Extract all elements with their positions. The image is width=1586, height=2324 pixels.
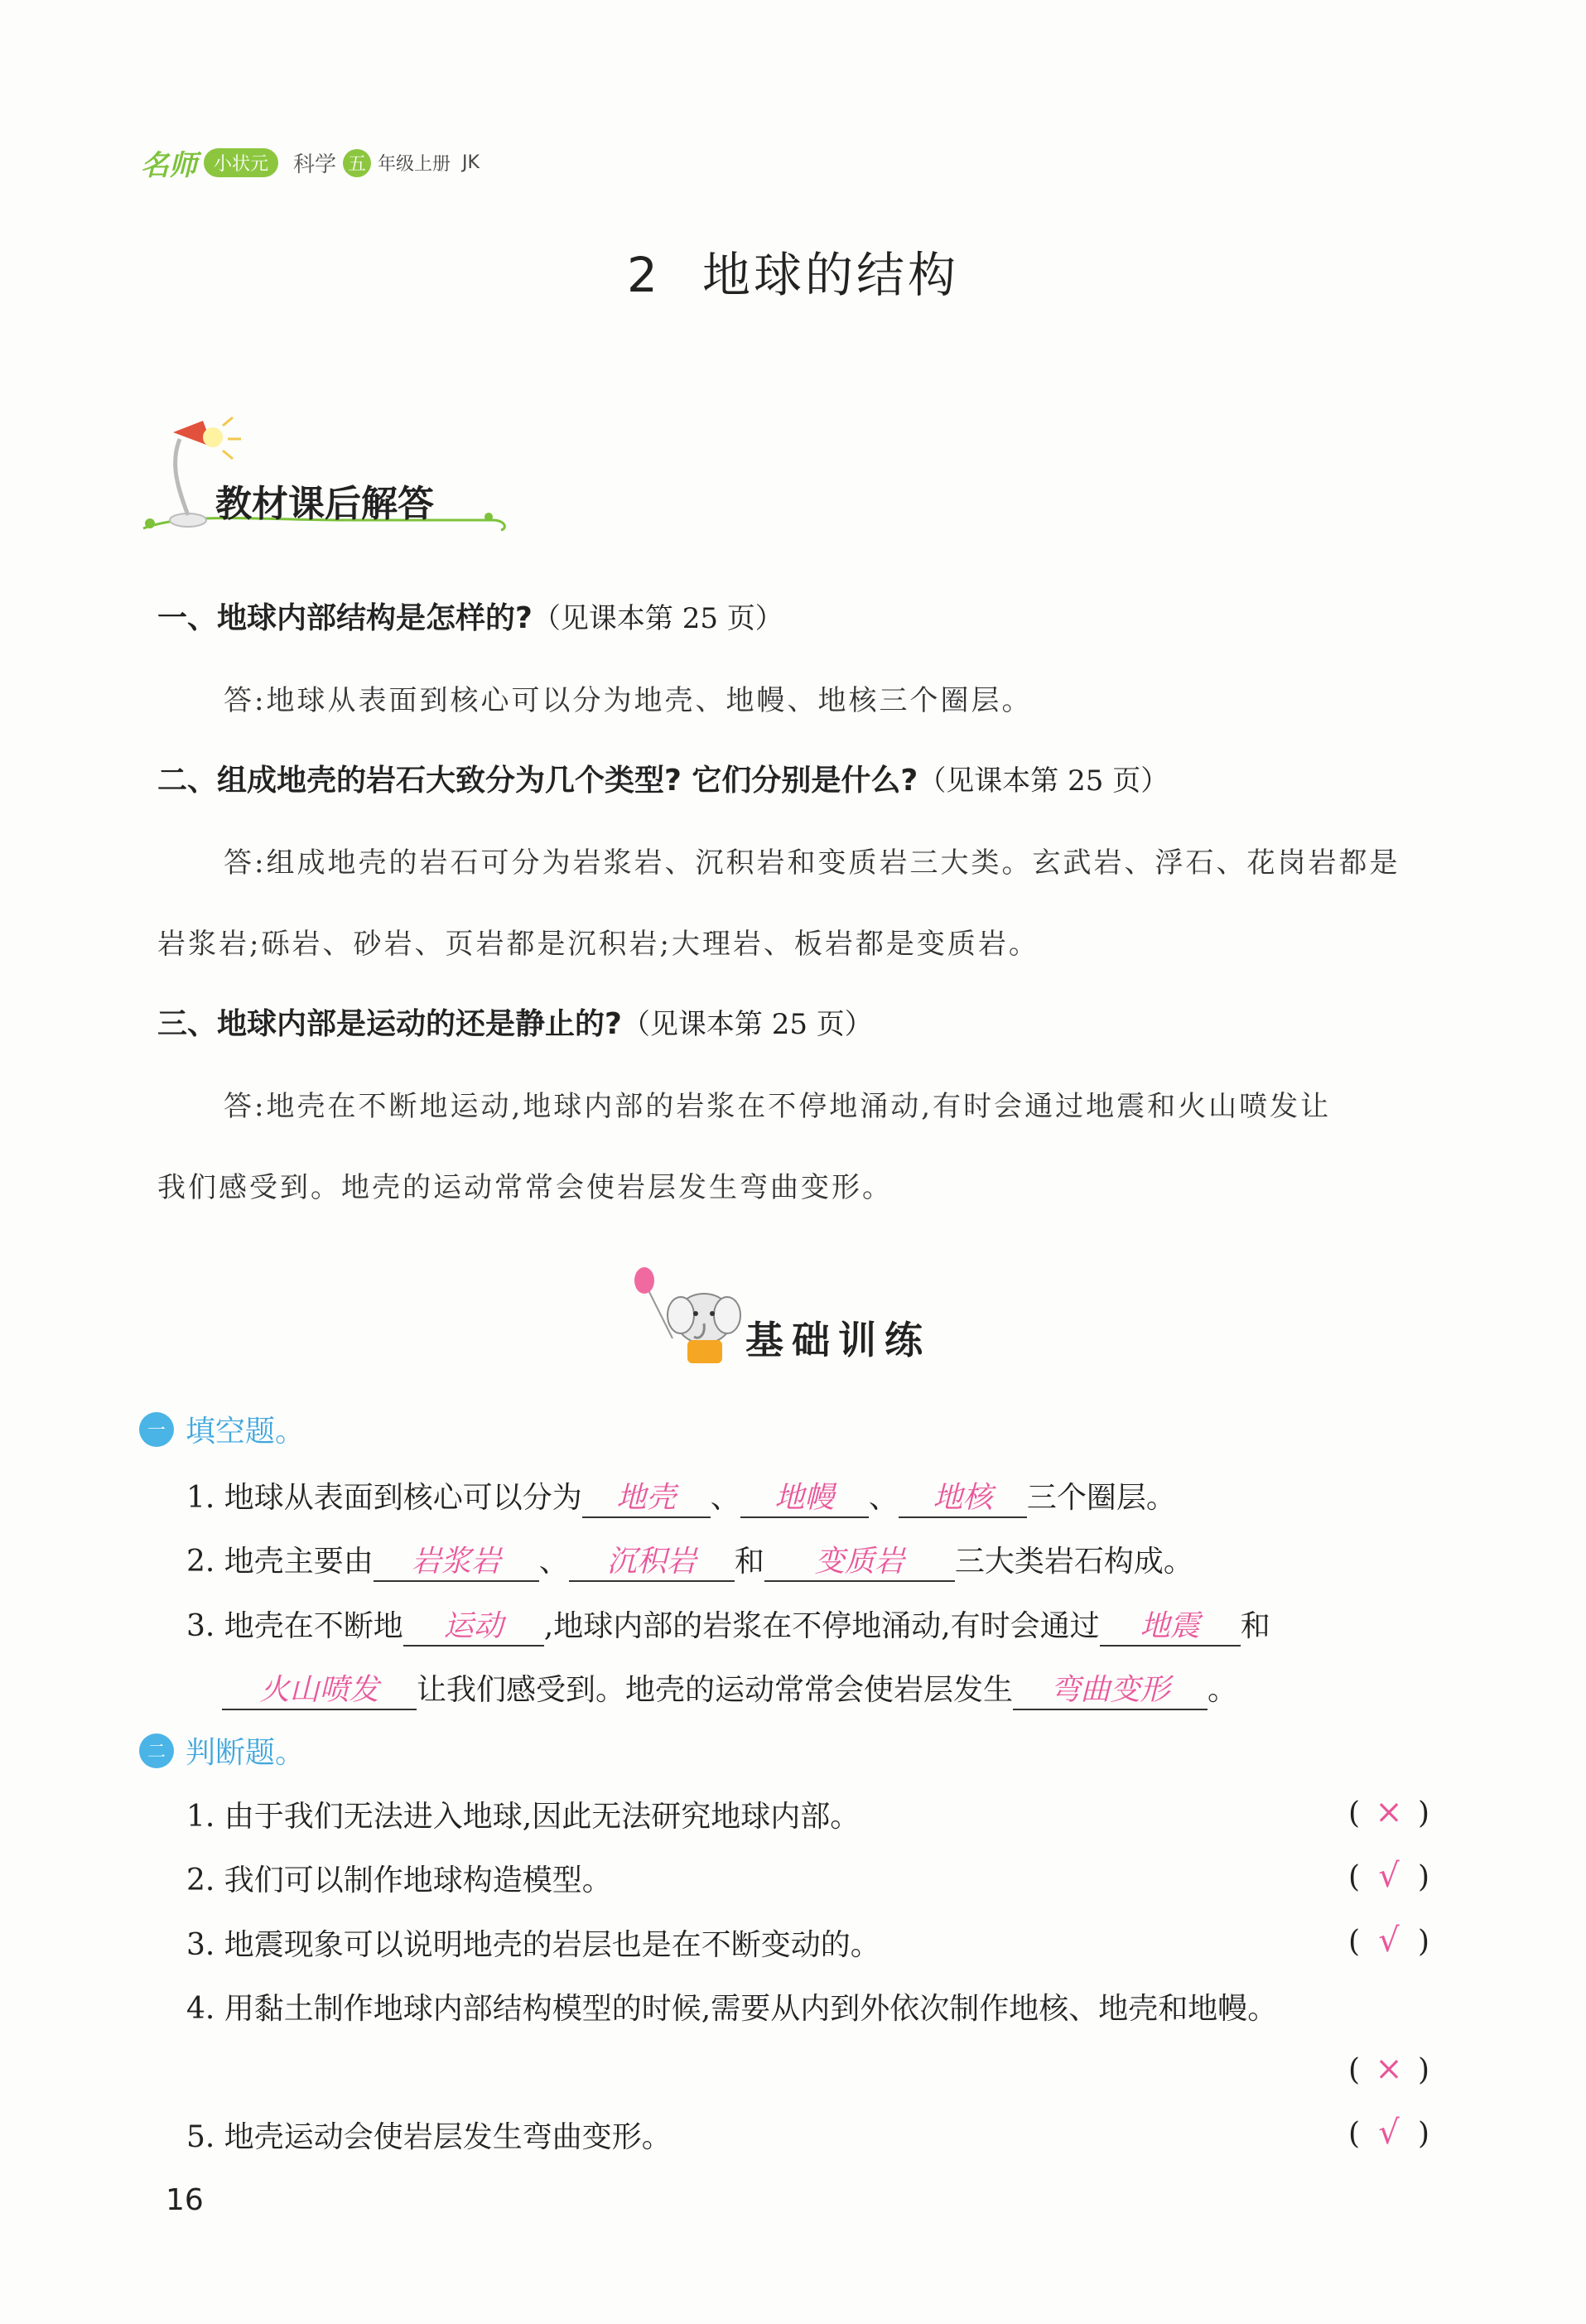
- judge-item-2: 2. 我们可以制作地球构造模型。: [186, 1864, 612, 1897]
- section-label: 教材课后解答: [215, 483, 434, 525]
- answer-blank[interactable]: 地核: [899, 1480, 1027, 1518]
- answer-blank[interactable]: 火山喷发: [222, 1672, 417, 1710]
- page-reference: （见课本第 25 页）: [918, 764, 1169, 798]
- item-text: 3. 地壳在不断地: [186, 1609, 403, 1643]
- answer-line: 答:组成地壳的岩石可分为岩浆岩、沉积岩和变质岩三大类。玄武岩、浮石、花岗岩都是: [224, 846, 1400, 880]
- answer-line: 岩浆岩;砾岩、砂岩、页岩都是沉积岩;大理岩、板岩都是变质岩。: [157, 928, 1039, 961]
- answer-blank[interactable]: 弯曲变形: [1013, 1672, 1208, 1710]
- answer-blank[interactable]: 地震: [1100, 1608, 1241, 1647]
- fill-item-2: [186, 1538, 1193, 1582]
- question-3: [157, 1000, 873, 1043]
- part-number-badge: 二: [139, 1733, 174, 1768]
- series-badge: 小状元: [204, 148, 278, 177]
- page-number: 16: [166, 2183, 204, 2217]
- question-text: 二、组成地壳的岩石大致分为几个类型? 它们分别是什么?: [157, 764, 918, 798]
- item-text: ,地球内部的岩浆在不停地涌动,有时会通过: [543, 1609, 1100, 1643]
- page-reference: （见课本第 25 页）: [532, 602, 783, 635]
- subject-label: 科学: [293, 152, 337, 177]
- question-1: [157, 595, 783, 637]
- separator: 、: [868, 1481, 899, 1515]
- cross-mark-icon: ×: [1375, 2050, 1403, 2088]
- lesson-title: [0, 236, 1586, 306]
- lesson-number: 2: [627, 247, 661, 303]
- page-reference: （见课本第 25 页）: [621, 1008, 873, 1041]
- separator: 、: [538, 1545, 569, 1579]
- question-2: [157, 757, 1169, 799]
- answer-blank[interactable]: 变质岩: [764, 1544, 955, 1582]
- judge-item-5: 5. 地壳运动会使岩层发生弯曲变形。: [186, 2120, 672, 2154]
- part-label: 判断题。: [186, 1736, 306, 1770]
- item-text: 三个圈层。: [1026, 1481, 1176, 1515]
- answer-line: 答:地壳在不断地运动,地球内部的岩浆在不停地涌动,有时会通过地震和火山喷发让: [224, 1090, 1332, 1123]
- check-mark-icon: √: [1378, 2114, 1400, 2152]
- item-text: 让我们感受到。地壳的运动常常会使岩层发生: [417, 1673, 1014, 1707]
- part-number-badge: 一: [139, 1412, 174, 1447]
- part-label: 填空题。: [186, 1415, 306, 1449]
- section-heading-training: [629, 1266, 977, 1373]
- cross-mark-icon: ×: [1375, 1793, 1403, 1831]
- item-text: 和: [1240, 1609, 1270, 1643]
- item-text: 2. 地壳主要由: [186, 1545, 374, 1579]
- fill-item-3: [186, 1603, 1270, 1647]
- section-label: 基础训练: [745, 1318, 931, 1362]
- judge-item-3: 3. 地震现象可以说明地壳的岩层也是在不断变动的。: [186, 1928, 880, 1962]
- check-mark-icon: √: [1378, 1857, 1400, 1895]
- judge-heading: [139, 1729, 305, 1772]
- answer-blank[interactable]: 地幔: [740, 1480, 869, 1518]
- separator: 和: [734, 1545, 764, 1579]
- item-text: 。: [1208, 1673, 1238, 1707]
- answer-line: 答:地球从表面到核心可以分为地壳、地幔、地核三个圈层。: [224, 684, 1033, 717]
- section-heading-textbook: [137, 414, 518, 538]
- judge-item-4: 4. 用黏土制作地球内部结构模型的时候,需要从内到外依次制作地核、地壳和地幔。: [186, 1992, 1278, 2026]
- judge-answer-box[interactable]: ( √ ): [1348, 1857, 1430, 1895]
- separator: 、: [710, 1481, 740, 1515]
- fill-blank-heading: [139, 1408, 305, 1450]
- answer-blank[interactable]: 岩浆岩: [374, 1544, 539, 1582]
- question-text: 一、地球内部结构是怎样的?: [157, 601, 533, 635]
- fill-item-3-continued: [222, 1666, 1237, 1710]
- judge-answer-box[interactable]: ( × ): [1348, 2050, 1430, 2088]
- check-mark-icon: √: [1378, 1921, 1400, 1960]
- book-label: 年级上册: [378, 154, 451, 175]
- judge-answer-box[interactable]: ( √ ): [1348, 2114, 1430, 2152]
- answer-blank[interactable]: 沉积岩: [569, 1544, 735, 1582]
- judge-answer-box[interactable]: ( × ): [1348, 1793, 1430, 1831]
- fill-item-1: [186, 1474, 1176, 1518]
- judge-answer-box[interactable]: ( √ ): [1348, 1921, 1430, 1960]
- lesson-title-text: 地球的结构: [701, 247, 959, 303]
- grade-badge: 五: [343, 149, 371, 177]
- answer-blank[interactable]: 运动: [403, 1608, 544, 1647]
- answer-line: 我们感受到。地壳的运动常常会使岩层发生弯曲变形。: [157, 1171, 893, 1204]
- item-text: 三大类岩石构成。: [954, 1545, 1193, 1579]
- brand-logo: 名师: [141, 149, 197, 182]
- item-text: 1. 地球从表面到核心可以分为: [186, 1481, 582, 1515]
- page-header: [141, 142, 480, 183]
- edition-label: JK: [462, 152, 480, 173]
- judge-item-1: 1. 由于我们无法进入地球,因此无法研究地球内部。: [186, 1800, 860, 1834]
- answer-blank[interactable]: 地壳: [582, 1480, 711, 1518]
- question-text: 三、地球内部是运动的还是静止的?: [157, 1007, 622, 1041]
